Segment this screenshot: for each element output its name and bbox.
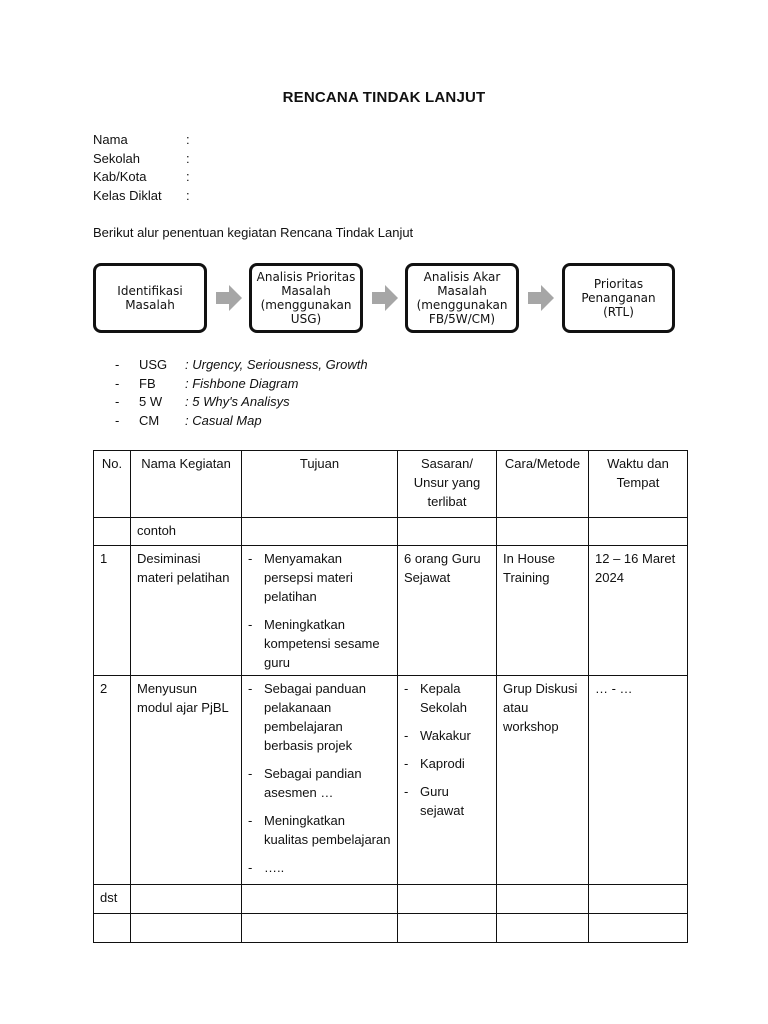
- bullet-text: …..: [264, 860, 285, 875]
- legend-description: : 5 Why's Analisys: [185, 394, 290, 409]
- cell-cara-metode: In House Training: [497, 546, 589, 676]
- legend-item: [115, 411, 262, 430]
- bullet-item: [248, 811, 391, 849]
- table-row: [94, 518, 688, 546]
- bullet-text: Sebagai pandian asesmen …: [264, 766, 362, 800]
- cell-tujuan: [242, 546, 398, 676]
- table-cell-empty: [497, 518, 589, 546]
- identity-separator: :: [186, 169, 190, 184]
- cell-waktu-tempat: 12 – 16 Maret 2024: [589, 546, 688, 676]
- legend-abbreviation: USG: [139, 357, 168, 372]
- bullet-marker: -: [404, 784, 409, 799]
- cell-sasaran: [398, 676, 497, 885]
- identity-row: [93, 187, 190, 205]
- cell-nama-kegiatan: Desiminasi materi pelatihan: [131, 546, 242, 676]
- table-cell-empty: [589, 885, 688, 914]
- intro-text: Berikut alur penentuan kegiatan Rencana Tindak Lanjut: [93, 225, 414, 240]
- table-cell-empty: [398, 518, 497, 546]
- legend-description: : Fishbone Diagram: [185, 376, 299, 391]
- bullet-marker: -: [248, 766, 253, 781]
- identity-label: Sekolah: [93, 151, 140, 166]
- bullet-marker: -: [248, 813, 253, 828]
- bullet-text: Meningkatkan kualitas pembelajaran: [264, 813, 391, 847]
- cell-cara-metode: Grup Diskusi atau workshop: [497, 676, 589, 885]
- bullet-text: Wakakur: [420, 728, 471, 743]
- bullet-marker: -: [404, 756, 409, 771]
- identity-row: [93, 168, 190, 186]
- identity-label: Nama: [93, 132, 128, 147]
- cell-nama-kegiatan: Menyusun modul ajar PjBL: [131, 676, 242, 885]
- bullet-marker: -: [248, 681, 253, 696]
- bullet-marker: -: [248, 860, 253, 875]
- table-cell-empty: [94, 518, 131, 546]
- table-cell-empty: [242, 518, 398, 546]
- identity-label: Kab/Kota: [93, 169, 147, 184]
- bullet-item: [248, 549, 391, 606]
- identity-separator: :: [186, 132, 190, 147]
- table-cell-empty: [242, 914, 398, 943]
- table-header-cell: Tujuan: [242, 451, 398, 518]
- cell-no: 2: [94, 676, 131, 885]
- bullet-text: Kepala Sekolah: [420, 681, 467, 715]
- legend-item: [115, 392, 290, 411]
- legend-abbreviation: CM: [139, 413, 160, 428]
- table-row: [94, 885, 688, 914]
- cell-dst: dst: [94, 885, 131, 914]
- table-cell-empty: [497, 885, 589, 914]
- cell-tujuan: [242, 676, 398, 885]
- document-title: RENCANA TINDAK LANJUT: [282, 89, 486, 106]
- table-cell-empty: [398, 885, 497, 914]
- identity-label: Kelas Diklat: [93, 188, 162, 203]
- cell-sasaran: 6 orang Guru Sejawat: [398, 546, 497, 676]
- bullet-text: Sebagai panduan pelakanaan pembelajaran berbasis projek: [264, 681, 366, 753]
- legend-description: : Casual Map: [185, 413, 262, 428]
- bullet-item: [248, 679, 391, 755]
- legend-dash: -: [115, 394, 120, 409]
- bullet-marker: -: [248, 617, 253, 632]
- table-cell-empty: [589, 914, 688, 943]
- flow-arrow-icon: [528, 285, 554, 311]
- bullet-item: [248, 764, 391, 802]
- table-cell-empty: [589, 518, 688, 546]
- bullet-item: [404, 782, 490, 820]
- bullet-item: [248, 615, 391, 672]
- table-header-row: [94, 451, 688, 518]
- flow-step-box: Identifikasi Masalah: [93, 263, 207, 333]
- bullet-text: Menyamakan persepsi materi pelatihan: [264, 551, 353, 604]
- bullet-item: [404, 726, 490, 745]
- identity-row: [93, 150, 190, 168]
- table-header-cell: Sasaran/ Unsur yang terlibat: [398, 451, 497, 518]
- legend-item: [115, 374, 298, 393]
- table-cell-empty: [398, 914, 497, 943]
- identity-separator: :: [186, 188, 190, 203]
- table-cell-empty: [497, 914, 589, 943]
- cell-no: 1: [94, 546, 131, 676]
- identity-separator: :: [186, 151, 190, 166]
- bullet-marker: -: [404, 681, 409, 696]
- flow-step-box: Analisis Prioritas Masalah (menggunakan USG): [249, 263, 363, 333]
- table-cell-empty: [131, 914, 242, 943]
- table-header-cell: No.: [94, 451, 131, 518]
- legend-description: : Urgency, Seriousness, Growth: [185, 357, 368, 372]
- rtl-table: [93, 450, 688, 943]
- legend-dash: -: [115, 413, 120, 428]
- identity-row: [93, 131, 190, 149]
- bullet-text: Meningkatkan kompetensi sesame guru: [264, 617, 380, 670]
- table-cell-empty: [131, 885, 242, 914]
- table-cell-empty: [94, 914, 131, 943]
- flow-step-box: Prioritas Penanganan (RTL): [562, 263, 675, 333]
- flow-arrow-icon: [372, 285, 398, 311]
- legend-abbreviation: 5 W: [139, 394, 163, 409]
- bullet-marker: -: [248, 551, 253, 566]
- bullet-marker: -: [404, 728, 409, 743]
- bullet-text: Kaprodi: [420, 756, 465, 771]
- cell-waktu-tempat: … - …: [589, 676, 688, 885]
- flow-step-box: Analisis Akar Masalah (menggunakan FB/5W/CM): [405, 263, 519, 333]
- table-row: [94, 546, 688, 676]
- legend-dash: -: [115, 357, 120, 372]
- bullet-item: [248, 858, 391, 877]
- bullet-item: [404, 754, 490, 773]
- table-header-cell: Nama Kegiatan: [131, 451, 242, 518]
- legend-dash: -: [115, 376, 120, 391]
- bullet-item: [404, 679, 490, 717]
- flow-arrow-icon: [216, 285, 242, 311]
- table-header-cell: Waktu dan Tempat: [589, 451, 688, 518]
- bullet-text: Guru sejawat: [420, 784, 465, 818]
- example-label-cell: contoh: [131, 518, 242, 546]
- legend-item: [115, 355, 368, 374]
- table-row: [94, 676, 688, 885]
- table-row: [94, 914, 688, 943]
- table-cell-empty: [242, 885, 398, 914]
- legend-abbreviation: FB: [139, 376, 156, 391]
- table-header-cell: Cara/Metode: [497, 451, 589, 518]
